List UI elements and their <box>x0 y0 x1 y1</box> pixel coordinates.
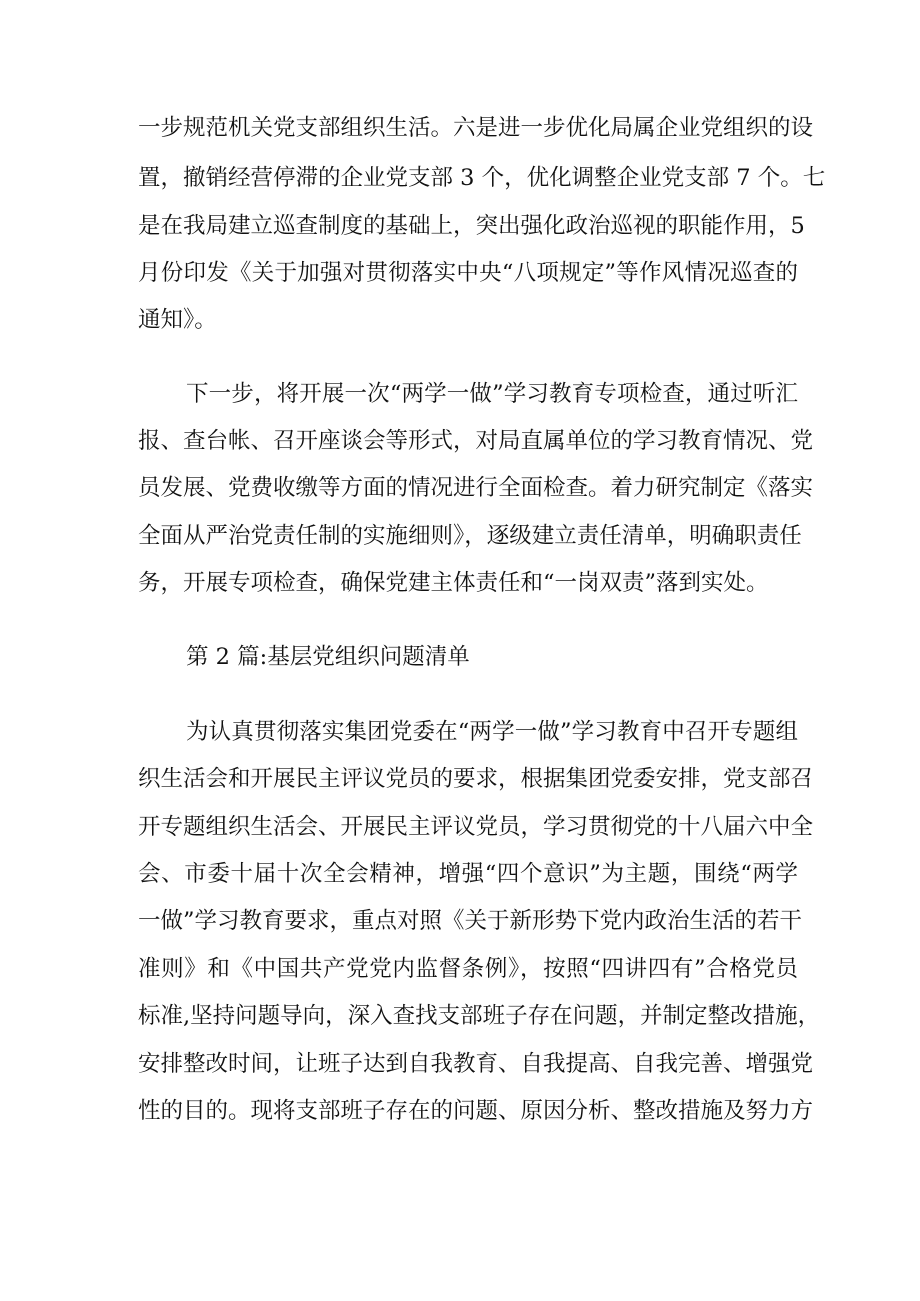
paragraph-3-line-9: 性的目的。现将支部班子存在的问题、原因分析、整改措施及努力方 <box>138 1098 814 1124</box>
paragraph-2-line-1: 下一步，将开展一次“两学一做”学习教育专项检查，通过听汇 <box>186 381 798 407</box>
paragraph-3-line-4: 会、市委十届十次全会精神，增强“四个意识”为主题，围绕“两学 <box>138 861 798 887</box>
paragraph-3-line-8: 安排整改时间，让班子达到自我教育、自我提高、自我完善、增强党 <box>138 1051 814 1077</box>
paragraph-1-line-2: 置，撤销经营停滞的企业党支部 3 个，优化调整企业党支部 7 个。七 <box>138 165 826 191</box>
paragraph-2-line-2: 报、查台帐、召开座谈会等形式，对局直属单位的学习教育情况、党 <box>138 428 814 454</box>
paragraph-1-line-1: 一步规范机关党支部组织生活。六是进一步优化局属企业党组织的设 <box>138 115 814 141</box>
section-heading: 第 2 篇:基层党组织问题清单 <box>186 644 470 670</box>
paragraph-2-line-5: 务，开展专项检查，确保党建主体责任和“一岗双责”落到实处。 <box>138 570 769 596</box>
paragraph-3-line-5: 一做”学习教育要求，重点对照《关于新形势下党内政治生活的若干 <box>138 908 803 934</box>
paragraph-2-line-3: 员发展、党费收缴等方面的情况进行全面检查。着力研究制定《落实 <box>138 475 814 501</box>
paragraph-1-line-4: 月份印发《关于加强对贯彻落实中央“八项规定”等作风情况巡查的 <box>138 260 798 286</box>
paragraph-3-line-3: 开专题组织生活会、开展民主评议党员，学习贯彻党的十八届六中全 <box>138 814 814 840</box>
paragraph-3-line-1: 为认真贯彻落实集团党委在“两学一做”学习教育中召开专题组 <box>186 719 798 745</box>
paragraph-1-line-5: 通知》。 <box>138 307 217 333</box>
paragraph-3-line-6: 准则》和《中国共产党党内监督条例》，按照“四讲四有”合格党员 <box>138 956 798 982</box>
paragraph-3-line-2: 织生活会和开展民主评议党员的要求，根据集团党委安排，党支部召 <box>138 766 814 792</box>
paragraph-2-line-4: 全面从严治党责任制的实施细则》，逐级建立责任清单，明确职责任 <box>138 523 802 549</box>
paragraph-1-line-3: 是在我局建立巡查制度的基础上，突出强化政治巡视的职能作用，5 <box>138 213 805 239</box>
paragraph-3-line-7: 标准,坚持问题导向，深入查找支部班子存在问题，并制定整改措施， <box>138 1003 821 1029</box>
